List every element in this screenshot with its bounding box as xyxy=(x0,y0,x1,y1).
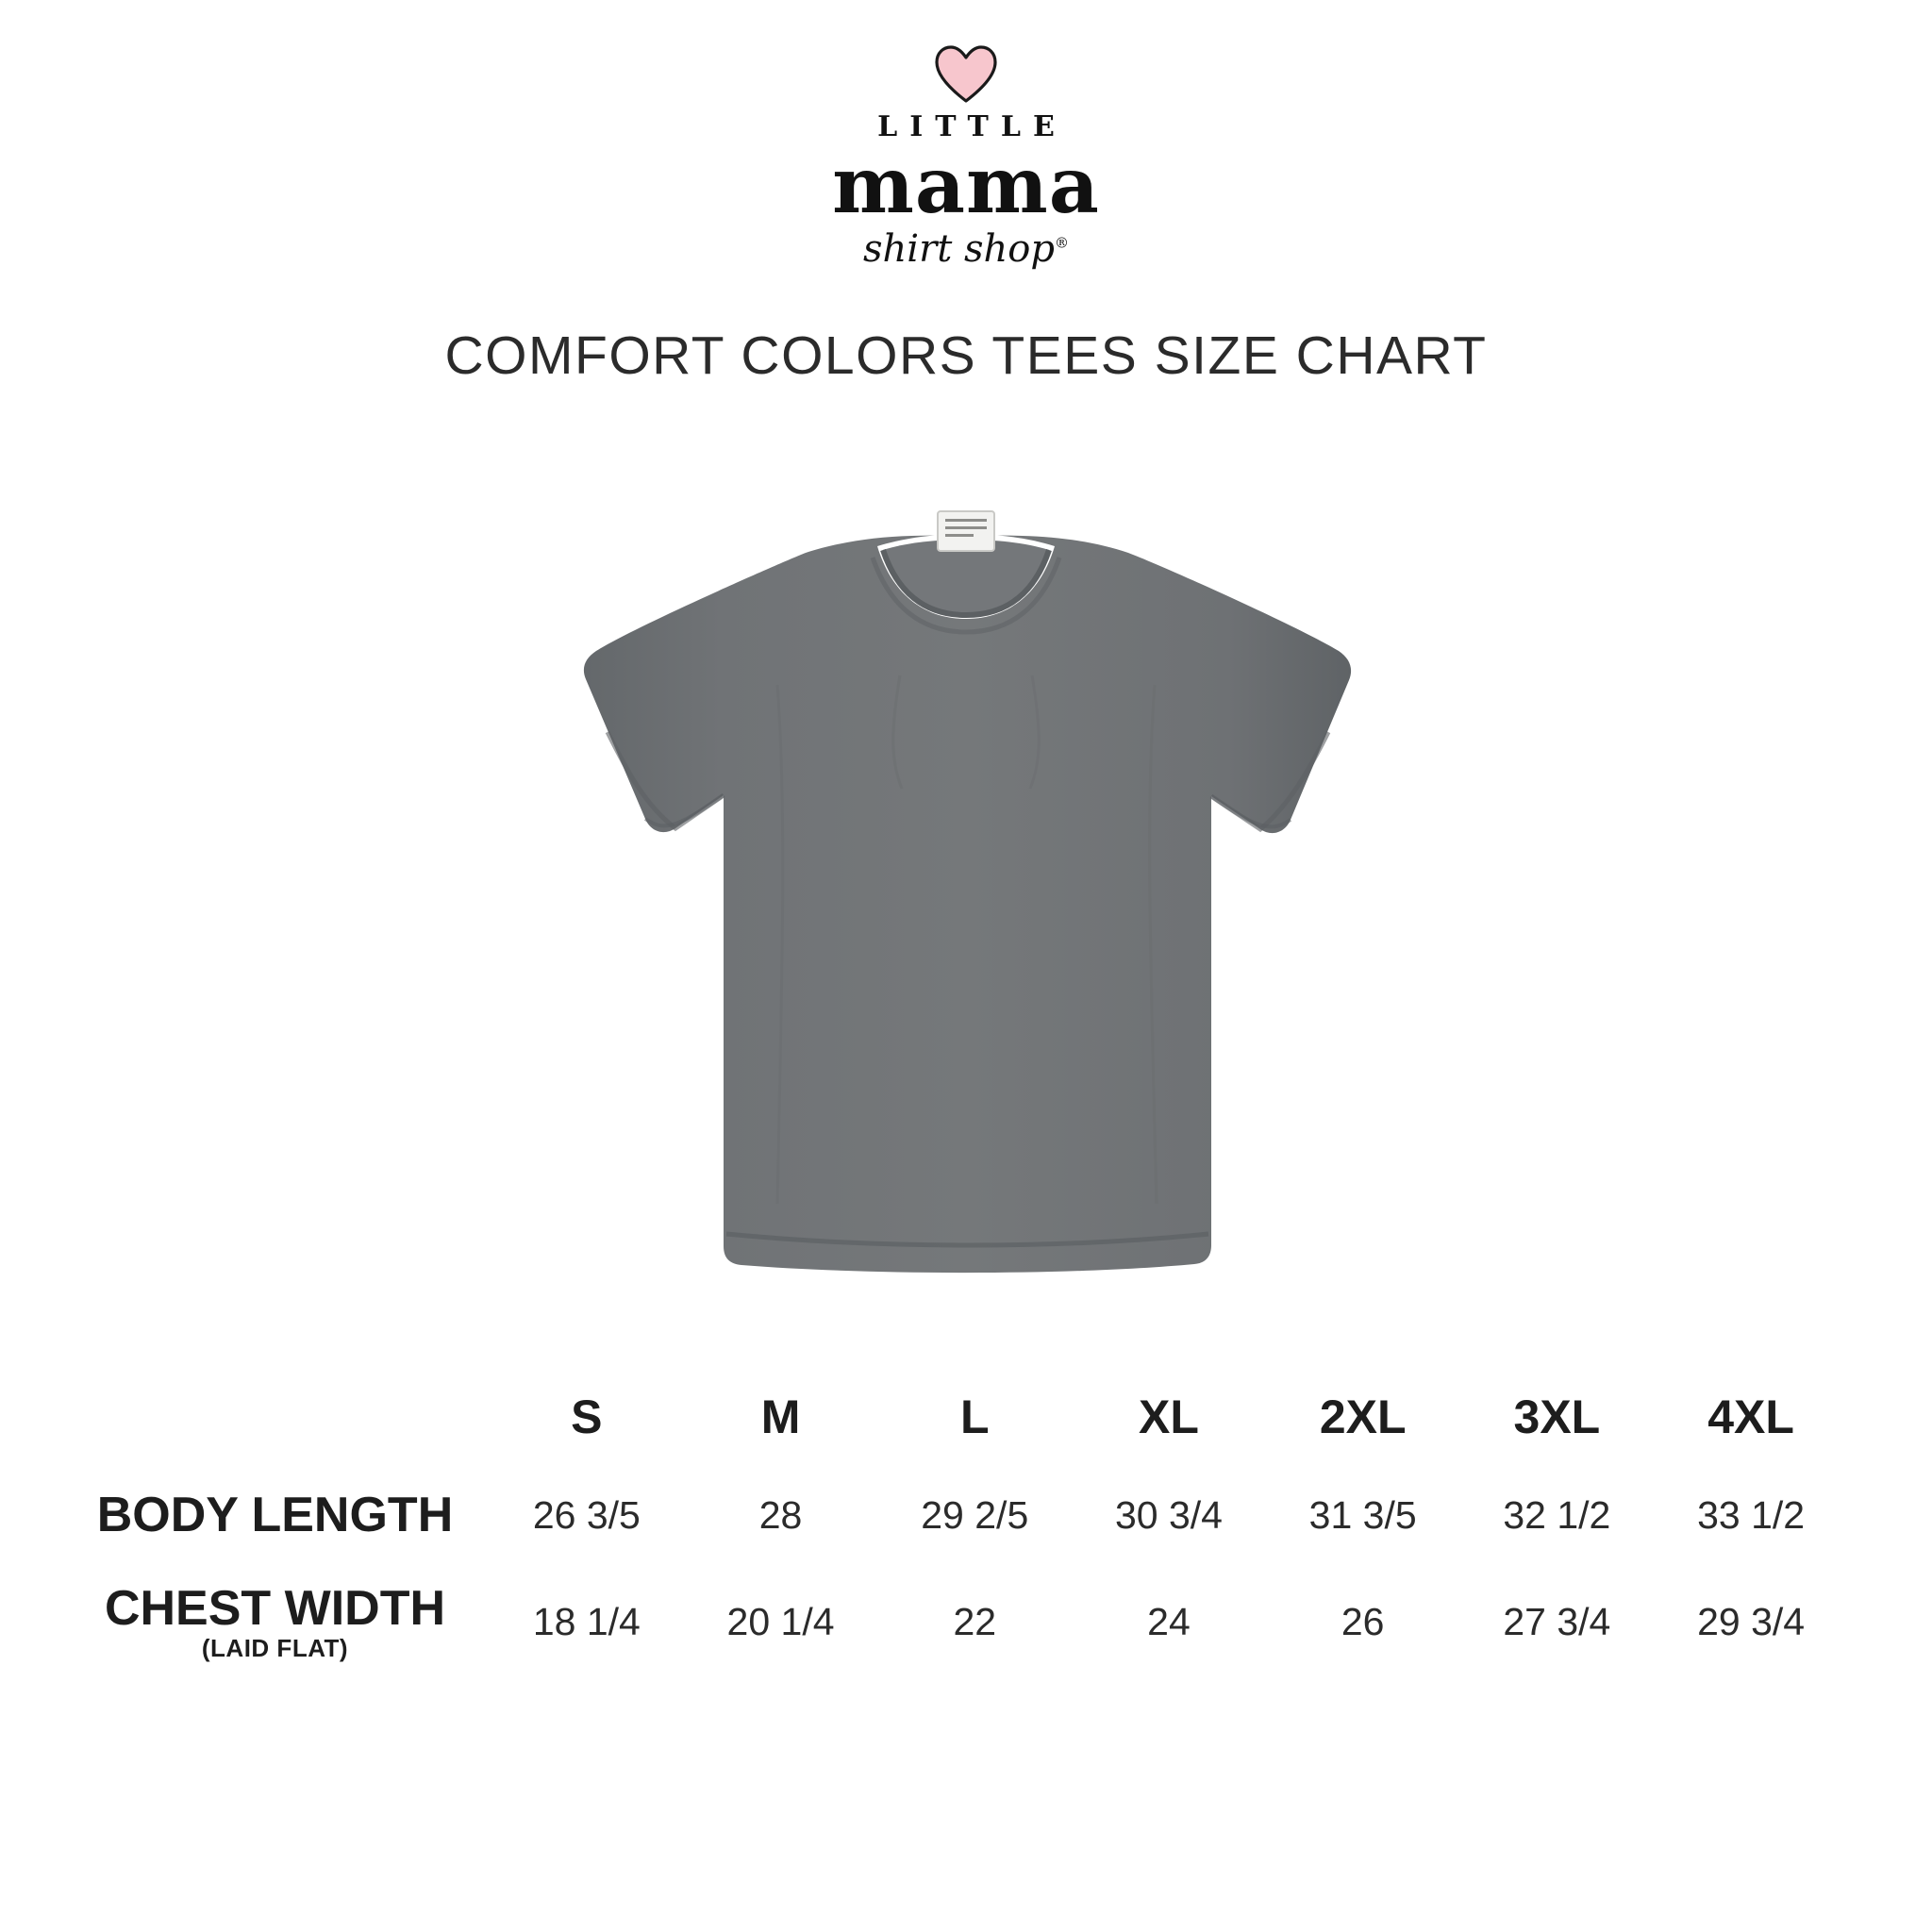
column-header-2xl: 2XL xyxy=(1319,1391,1407,1444)
chest-width-3xl: 27 3/4 xyxy=(1503,1600,1611,1644)
brand-line-shirt-shop xyxy=(863,228,1069,270)
table-row xyxy=(84,1469,1848,1562)
row-label-text: BODY LENGTH xyxy=(96,1488,454,1543)
chest-width-xl: 24 xyxy=(1147,1600,1191,1644)
chest-width-s: 18 1/4 xyxy=(532,1600,641,1644)
body-length-s: 26 3/5 xyxy=(532,1493,641,1538)
body-length-2xl: 31 3/5 xyxy=(1308,1493,1417,1538)
chest-width-l: 22 xyxy=(953,1600,997,1644)
table-header-row xyxy=(84,1389,1848,1469)
row-label-body-length xyxy=(84,1469,490,1562)
row-label-chest-width xyxy=(84,1575,490,1669)
chest-width-2xl: 26 xyxy=(1341,1600,1385,1644)
page-title: COMFORT COLORS TEES SIZE CHART xyxy=(444,325,1488,387)
brand-logo xyxy=(768,45,1164,270)
heart-icon xyxy=(935,45,997,104)
column-header-3xl: 3XL xyxy=(1513,1391,1601,1444)
body-length-m: 28 xyxy=(758,1493,803,1538)
table-row-spacer xyxy=(84,1562,1848,1575)
body-length-3xl: 32 1/2 xyxy=(1503,1493,1611,1538)
brand-shirt-shop-text: shirt shop xyxy=(863,227,1055,272)
table-row xyxy=(84,1575,1848,1669)
size-measurement-table xyxy=(84,1389,1848,1669)
registered-mark: ® xyxy=(1054,234,1069,252)
chest-width-m: 20 1/4 xyxy=(726,1600,835,1644)
brand-line-little: LITTLE xyxy=(877,110,1067,143)
table-corner-cell xyxy=(84,1389,490,1469)
column-header-m: M xyxy=(760,1391,801,1444)
column-header-s: S xyxy=(571,1391,603,1444)
body-length-4xl: 33 1/2 xyxy=(1697,1493,1806,1538)
row-label-text: CHEST WIDTH xyxy=(104,1580,446,1636)
tshirt-illustration xyxy=(494,449,1438,1355)
brand-line-mama: mama xyxy=(832,141,1100,231)
row-sublabel-laid-flat: (LAID FLAT) xyxy=(201,1634,349,1663)
body-length-l: 29 2/5 xyxy=(921,1493,1029,1538)
chest-width-4xl: 29 3/4 xyxy=(1697,1600,1806,1644)
column-header-xl: XL xyxy=(1139,1391,1199,1444)
column-header-4xl: 4XL xyxy=(1707,1391,1794,1444)
body-length-xl: 30 3/4 xyxy=(1114,1493,1223,1538)
column-header-l: L xyxy=(959,1391,990,1444)
